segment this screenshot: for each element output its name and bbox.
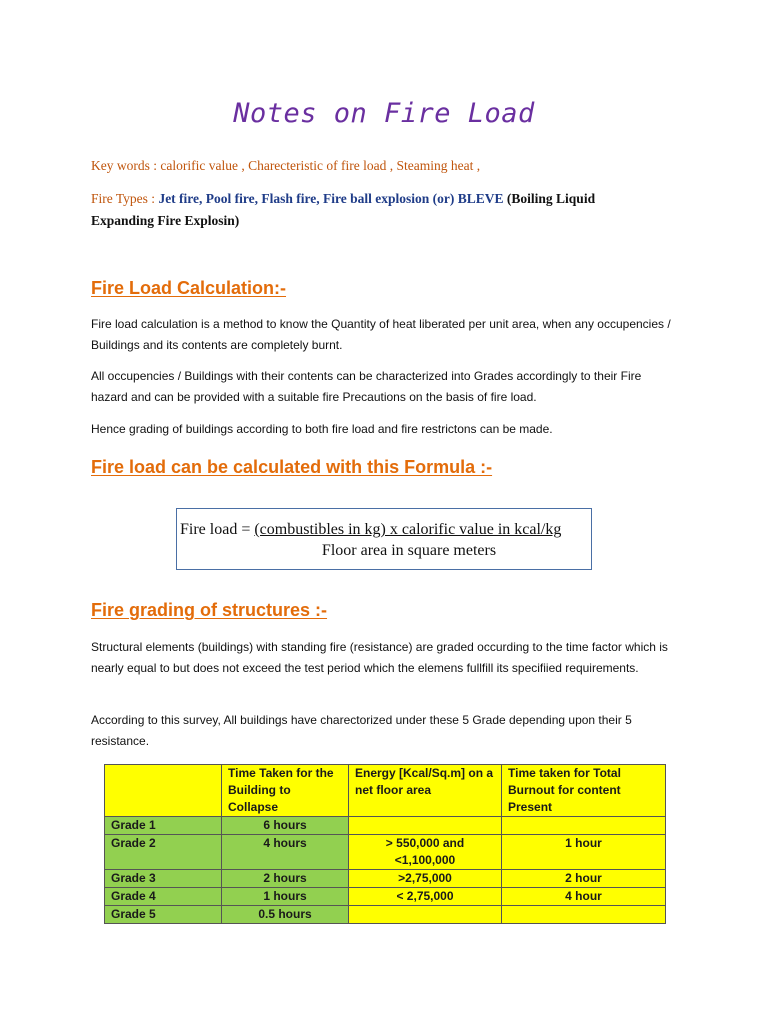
formula-box	[176, 508, 592, 570]
table-header-cell: Time taken for Total Burnout for content Present	[502, 765, 666, 817]
table-header-cell	[105, 765, 222, 817]
table-cell-burnout	[502, 817, 666, 835]
section-heading-formula: Fire load can be calculated with this Formula :-	[91, 457, 493, 477]
formula-lhs: Fire load =	[180, 521, 255, 538]
table-cell-collapse-time: 2 hours	[222, 870, 349, 888]
fire-types-list: Jet fire, Pool fire, Flash fire, Fire ball explosion (or) BLEVE	[158, 191, 504, 206]
table-cell-energy	[349, 906, 502, 924]
table-cell-grade: Grade 4	[105, 888, 222, 906]
table-cell-collapse-time: 4 hours	[222, 835, 349, 870]
table-cell-energy: < 2,75,000	[349, 888, 502, 906]
table-cell-grade: Grade 1	[105, 817, 222, 835]
table-cell-energy	[349, 817, 502, 835]
table-cell-collapse-time: 6 hours	[222, 817, 349, 835]
section-heading-fire-load-calculation: Fire Load Calculation:-	[91, 278, 287, 298]
table-cell-burnout: 1 hour	[502, 835, 666, 870]
fire-types-paragraph	[91, 188, 651, 232]
paragraph-structural-elements: Structural elements (buildings) with standing fire (resistance) are graded occurding to the time factor which is nearly equal to but does not exceed the test period which the elemens fullfill its specifiied requirements.	[91, 640, 668, 675]
page-title: Notes on Fire Load	[233, 98, 535, 129]
keywords-line: Key words : calorific value , Charecteristic of fire load , Steaming heat ,	[91, 158, 481, 173]
table-row	[105, 835, 666, 870]
formula-denominator: Floor area in square meters	[321, 542, 497, 559]
paragraph-fire-load-definition: Fire load calculation is a method to know the Quantity of heat liberated per unit area, when any occupencies / Buildings and its contents are completely burnt.	[91, 317, 671, 352]
table-cell-grade: Grade 3	[105, 870, 222, 888]
table-row	[105, 870, 666, 888]
table-cell-grade: Grade 5	[105, 906, 222, 924]
table-cell-energy: >2,75,000	[349, 870, 502, 888]
fire-types-expansion: (Boiling Liquid Expanding Fire Explosin)	[91, 191, 596, 228]
table-cell-burnout: 4 hour	[502, 888, 666, 906]
table-row	[105, 888, 666, 906]
fire-grade-table	[104, 764, 666, 924]
paragraph-occupancy-grades: All occupencies / Buildings with their contents can be characterized into Grades accordingly to their Fire hazard and can be provided with a suitable fire Precautions on the basis of fire load.	[91, 369, 642, 404]
fire-types-label: Fire Types :	[91, 191, 159, 206]
table-header-row	[105, 765, 666, 817]
formula-numerator: (combustibles in kg) x calorific value in kcal/kg	[254, 521, 562, 538]
table-cell-grade: Grade 2	[105, 835, 222, 870]
paragraph-survey: According to this survey, All buildings have charectorized under these 5 Grade depending upon their 5 resistance.	[91, 713, 632, 748]
table-cell-collapse-time: 0.5 hours	[222, 906, 349, 924]
table-cell-collapse-time: 1 hours	[222, 888, 349, 906]
table-cell-burnout: 2 hour	[502, 870, 666, 888]
paragraph-grading-buildings: Hence grading of buildings according to both fire load and fire restrictons can be made.	[91, 422, 553, 436]
table-cell-energy: > 550,000 and <1,100,000	[349, 835, 502, 870]
table-row	[105, 906, 666, 924]
section-heading-fire-grading: Fire grading of structures :-	[91, 600, 328, 620]
formula-numerator-line	[180, 521, 561, 539]
table-header-cell: Energy [Kcal/Sq.m] on a net floor area	[349, 765, 502, 817]
table-cell-burnout	[502, 906, 666, 924]
table-row	[105, 817, 666, 835]
table-header-cell: Time Taken for the Building to Collapse	[222, 765, 349, 817]
